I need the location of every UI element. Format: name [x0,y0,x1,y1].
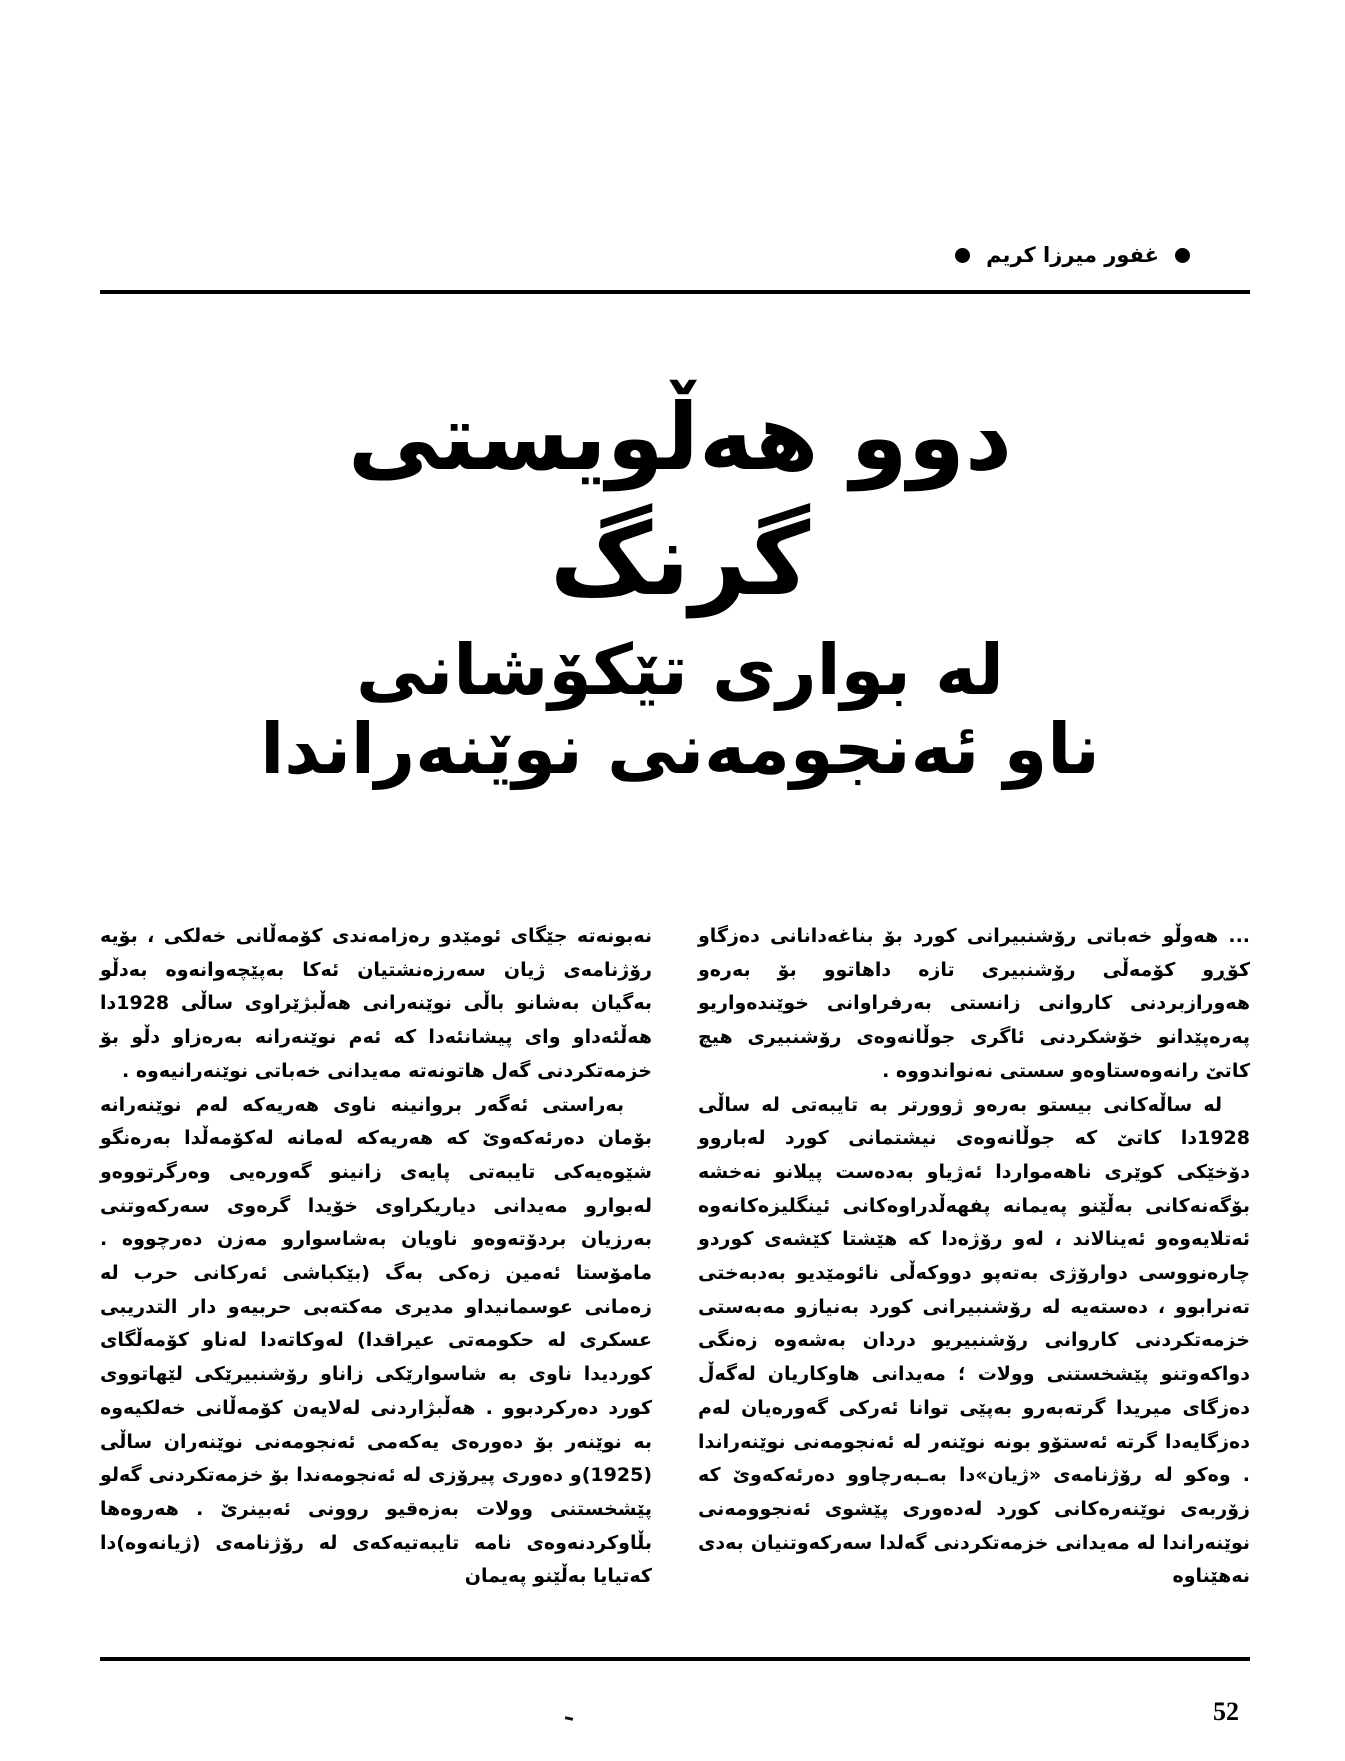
title-line-1: دوو هەڵویستی [347,384,1013,491]
bullet-icon [1175,248,1190,263]
title-line-2: گرنگ [549,500,811,618]
print-speck [565,1716,573,1721]
left-column [100,920,652,1594]
paragraph: لە ساڵەکانی بیستو بەرەو ژوورتر بە تایبەتی لە ساڵی 1928دا کاتێ کە جوڵانەوەی نیشتمانی کورد لەباروو دۆخێکی کوێری ناهەمواردا ئەژیاو بەدەست پیلانو نەخشە بۆگەنەکانی بەڵێنو پەیمانە پفهەڵدراوەکانی ئینگلیزەکانەوە ئەتلایەوەو ئەینالاند ، لەو رۆژەدا کە هێشتا کێشەی کوردو چارەنووسی دوارۆژی بەتەپو دووکەڵی نائومێدیو بەدبەختی تەنرابوو ، دەستەیە لە رۆشنبیرانی کورد بەنیازو مەبەستی خزمەتکردنی کاروانی رۆشنبیریو دردان بەشەوە زەنگی دواکەوتنو پێشخستنی وولات ؛ مەیدانی هاوکاریان لەگەڵ دەزگای میریدا گرتەبەرو بەپێی توانا ئەرکی گەورەیان لەم دەزگایەدا گرتە ئەستۆو بونە نوێنەر لە ئەنجومەنی نوێنەراندا . وەکو لە رۆژنامەی «ژیان»دا بەـبەرچاوو دەرئەکەوێ کە زۆربەی نوێنەرەکانی کورد لەدەوری پێشوی ئەنجوومەنی نوێنەراندا لە مەیدانی خزمەتکردنی گەلدا سەرکەوتنیان بەدی نەهێناوە [698,1093,1250,1588]
right-column [698,920,1250,1594]
bullet-icon [955,248,970,263]
article-title [160,384,1200,791]
title-line-3: لە بواری تێکۆشانی [356,628,1004,711]
paragraph: نەبونەتە جێگای ئومێدو رەزامەندی کۆمەڵانی خەلکی ، بۆیە رۆژنامەی ژیان سەرزەنشتیان ئەکا بەپێچەوانەوە بەدڵو بەگیان بەشانو باڵی نوێنەرانی هەڵبژێراوی ساڵی 1928دا هەڵئەداو وای پیشانئەدا کە ئەم نوێنەرانە بەرەزاو دڵو بۆ خزمەتکردنی گەل هاتونەتە مەیدانی خەباتی نوێنەرانیەوە . [100,925,652,1082]
page-number: 52 [1213,1697,1239,1726]
top-rule [100,290,1250,294]
bottom-rule [100,1657,1250,1661]
paragraph: ... هەوڵو خەباتی رۆشنبیرانی کورد بۆ بناغەدانانی دەزگاو کۆڕو کۆمەڵی رۆشنبیری تازە داهاتوو بۆ بەرەو هەورازبردنی کاروانی زانستی بەرفراوانی خوێندەواریو پەرەپێدانو خۆشکردنی ئاگری جوڵانەوەی رۆشنبیری هیچ کاتێ رانەوەستاوەو سستی نەنواندووە . [698,925,1250,1082]
byline [955,240,1190,270]
title-line-4: ناو ئەنجومەنی نوێنەراندا [260,708,1100,791]
author-name: غفور میرزا كريم [986,243,1159,267]
paragraph: بەراستی ئەگەر بروانینە ناوی هەریەکە لەم نوێنەرانە بۆمان دەرئەکەوێ کە هەریەکە لەمانە لەکۆمەڵدا بەرەنگو شێوەیەکی تایبەتی پایەی زانینو گەورەیی وەرگرتووەو لەبوارو مەیدانی دیاریکراوی خۆیدا گرەوی سەرکەوتنی بەرزیان بردۆتەوەو ناویان بەشاسوارو مەزن دەرچووە . مامۆستا ئەمین زەکی بەگ (بێکباشی ئەرکانی حرب لە زەمانی عوسمانیداو مدیری مەکتەبی حربیەو دار التدریبی عسکری لە حکومەتی عیراقدا) لەوکاتەدا لەناو کۆمەڵگای کوردیدا ناوی بە شاسوارێکی زاناو رۆشنبیرێکی لێهاتووی کورد دەرکردبوو . هەڵبژاردنی لەلایەن کۆمەڵانی خەلکیەوە بە نوێنەر بۆ دەورەی یەکەمی ئەنجومەنی نوێنەران ساڵی (1925)و دەوری پیرۆزی لە ئەنجومەندا بۆ خزمەتکردنی گەلو پێشخستنی وولات بەزەقیو روونی ئەبینرێ . هەروەها بڵاوکردنەوەی نامە تایبەتیەکەی لە رۆژنامەی (ژیانەوە)دا کەتیایا بەڵێنو پەیمان [100,1093,652,1588]
article-body [100,920,1250,1594]
